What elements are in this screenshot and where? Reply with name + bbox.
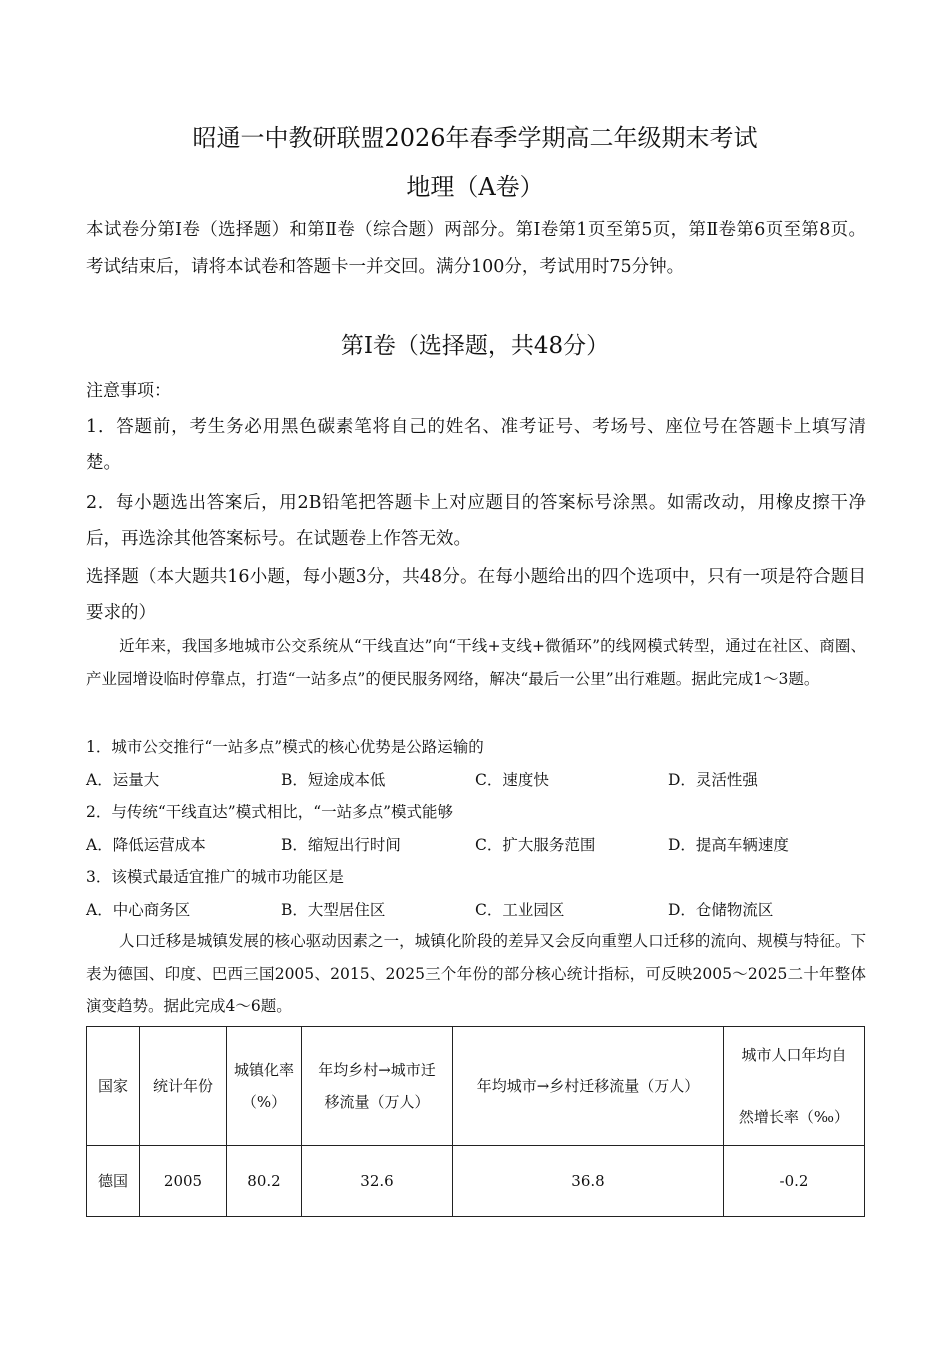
cell-natural-growth: -0.2 <box>724 1146 865 1217</box>
question-stem-3: 3．该模式最适宜推广的城市功能区是 <box>86 868 344 886</box>
question-1-option-d: D．灵活性强 <box>668 771 758 789</box>
header-year: 统计年份 <box>140 1027 227 1146</box>
question-stem-1: 1．城市公交推行“一站多点”模式的核心优势是公路运输的 <box>86 738 484 756</box>
header-rural-to-urban-text: 年均乡村→城市迁移流量（万人） <box>318 1061 436 1111</box>
question-2-option-a: A．降低运营成本 <box>86 836 206 854</box>
statistics-table <box>86 1026 865 1217</box>
reading-passage-1: 近年来，我国多地城市公交系统从“干线直达”向“干线+支线+微循环”的线网模式转型，通过在社区、商圈、产业园增设临时停靠点，打造“一站多点”的便民服务网络，解决“最后一公里”出行难题。据此完成1～3题。 <box>86 637 866 688</box>
cell-urban-to-rural: 36.8 <box>453 1146 724 1217</box>
header-urban-to-rural: 年均城市→乡村迁移流量（万人） <box>453 1027 724 1146</box>
multiple-choice-instructions: 选择题（本大题共16小题，每小题3分，共48分。在每小题给出的四个选项中，只有一项是符合题目要求的） <box>86 567 866 623</box>
question-2-option-d: D．提高车辆速度 <box>668 836 789 854</box>
cell-urban-rate: 80.2 <box>227 1146 302 1217</box>
exam-instructions: 本试卷分第Ⅰ卷（选择题）和第Ⅱ卷（综合题）两部分。第Ⅰ卷第1页至第5页，第Ⅱ卷第6页至第8页。考试结束后，请将本试卷和答题卡一并交回。满分100分，考试用时75分钟。 <box>86 220 866 277</box>
question-1-option-c: C．速度快 <box>475 771 549 789</box>
table-row <box>87 1146 865 1217</box>
exam-subtitle: 地理（A卷） <box>406 173 544 201</box>
section-title: 第Ⅰ卷（选择题，共48分） <box>340 333 610 359</box>
header-natural-growth-line2: 然增长率（‰） <box>738 1108 850 1126</box>
question-3-option-a: A．中心商务区 <box>86 901 191 919</box>
exam-title: 昭通一中教研联盟2026年春季学期高二年级期末考试 <box>192 124 758 152</box>
question-3-option-d: D．仓储物流区 <box>668 901 774 919</box>
notice-item-2: 2．每小题选出答案后，用2B铅笔把答题卡上对应题目的答案标号涂黑。如需改动，用橡皮擦干净后，再选涂其他答案标号。在试题卷上作答无效。 <box>86 493 867 549</box>
cell-rural-to-urban: 32.6 <box>302 1146 453 1217</box>
table-header-row <box>87 1027 865 1146</box>
question-2-option-c: C．扩大服务范围 <box>475 836 596 854</box>
header-natural-growth-line1: 城市人口年均自 <box>741 1046 847 1064</box>
notice-item-1: 1．答题前，考生务必用黑色碳素笔将自己的姓名、准考证号、考场号、座位号在答题卡上填写清楚。 <box>86 417 866 473</box>
header-urban-rate <box>227 1027 302 1146</box>
header-natural-growth <box>724 1027 865 1146</box>
header-rural-to-urban <box>302 1027 453 1146</box>
notice-heading: 注意事项： <box>86 381 171 401</box>
question-1-option-b: B．短途成本低 <box>281 771 386 789</box>
header-country: 国家 <box>87 1027 140 1146</box>
question-stem-2: 2．与传统“干线直达”模式相比，“一站多点”模式能够 <box>86 803 454 821</box>
question-3-option-b: B．大型居住区 <box>281 901 386 919</box>
question-3-option-c: C．工业园区 <box>475 901 565 919</box>
question-1-option-a: A．运量大 <box>86 771 160 789</box>
header-urban-rate-text: 城镇化率（%） <box>234 1061 295 1111</box>
cell-year: 2005 <box>140 1146 227 1217</box>
reading-passage-2: 人口迁移是城镇发展的核心驱动因素之一，城镇化阶段的差异又会反向重塑人口迁移的流向、规模与特征。下表为德国、印度、巴西三国2005、2015、2025三个年份的部分核心统计指标，可反映2005～2025二十年整体演变趋势。据此完成4～6题。 <box>86 932 866 1015</box>
question-2-option-b: B．缩短出行时间 <box>281 836 401 854</box>
cell-country: 德国 <box>87 1146 140 1217</box>
